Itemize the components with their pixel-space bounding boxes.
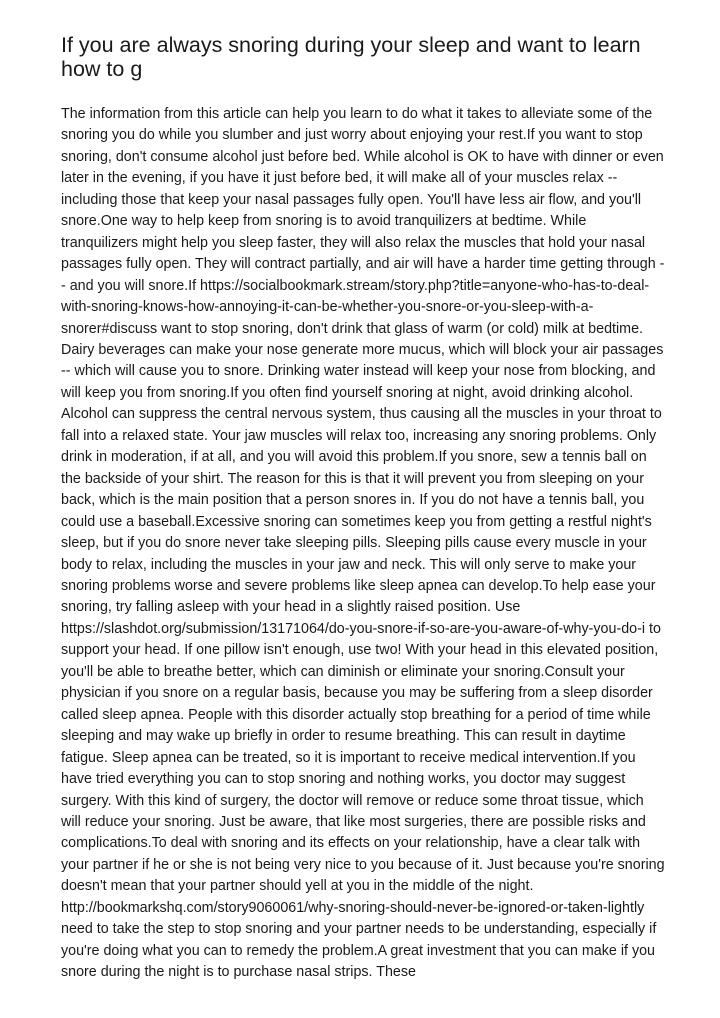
document-page (61, 33, 667, 984)
document-title: If you are always snoring during your sleep and want to learn how to g (61, 33, 641, 81)
document-body-text: The information from this article can help you learn to do what it takes to alleviate some of the snoring you do while you slumber and just worry about enjoying your rest.If you want to stop snoring, don't consume alcohol just before bed. While alcohol is OK to have with dinner or even later in the evening, if you have it just before bed, it will make all of your muscles relax -- including those that keep your nasal passages fully open. You'll have less air flow, and you'll snore.One way to help keep from snoring is to avoid tranquilizers at bedtime. While tranquilizers might help you sleep faster, they will also relax the muscles that hold your nasal passages fully open. They will contract partially, and air will have a harder time getting through -- and you will snore.If https://socialbookmark.stream/story.php?title=anyone-who-has-to-deal-with-snoring-knows-how-annoying-it-can-be-whether-you-snore-or-you-sleep-with-a-snorer#discuss want to stop snoring, don't drink that glass of warm (or cold) milk at bedtime. Dairy beverages can make your nose generate more mucus, which will block your air passages -- which will cause you to snore. Drinking water instead will keep your nose from blocking, and will keep you from snoring.If you often find yourself snoring at night, avoid drinking alcohol. Alcohol can suppress the central nervous system, thus causing all the muscles in your throat to fall into a relaxed state. Your jaw muscles will relax too, increasing any snoring problems. Only drink in moderation, if at all, and you will avoid this problem.If you snore, sew a tennis ball on the backside of your shirt. The reason for this is that it will prevent you from sleeping on your back, which is the main position that a person snores in. If you do not have a tennis ball, you could use a baseball.Excessive snoring can sometimes keep you from getting a restful night's sleep, but if you do snore never take sleeping pills. Sleeping pills cause every muscle in your body to relax, including the muscles in your jaw and neck. This will only serve to make your snoring problems worse and severe problems like sleep apnea can develop.To help ease your snoring, try falling asleep with your head in a slightly raised position. Use https://slashdot.org/submission/13171064/do-you-snore-if-so-are-you-aware-of-why-you-do-i to support your head. If one pillow isn't enough, use two! With your head in this elevated position, you'll be able to breathe better, which can diminish or eliminate your snoring.Consult your physician if you snore on a regular basis, because you may be suffering from a sleep disorder called sleep apnea. People with this disorder actually stop breathing for a period of time while sleeping and may wake up briefly in order to resume breathing. This can result in daytime fatigue. Sleep apnea can be treated, so it is important to receive medical intervention.If you have tried everything you can to stop snoring and nothing works, you doctor may suggest surgery. With this kind of surgery, the doctor will remove or reduce some throat tissue, which will reduce your snoring. Just be aware, that like most surgeries, there are possible risks and complications.To deal with snoring and its effects on your relationship, have a clear talk with your partner if he or she is not being very nice to you because of it. Just because you're snoring doesn't mean that your partner should yell at you in the middle of the night. http://bookmarkshq.com/story9060061/why-snoring-should-never-be-ignored-or-taken-lightly need to take the step to stop snoring and your partner needs to be understanding, especially if you're doing what you can to remedy the problem.A great investment that you can make if you snore during the night is to purchase nasal strips. These (61, 106, 665, 981)
